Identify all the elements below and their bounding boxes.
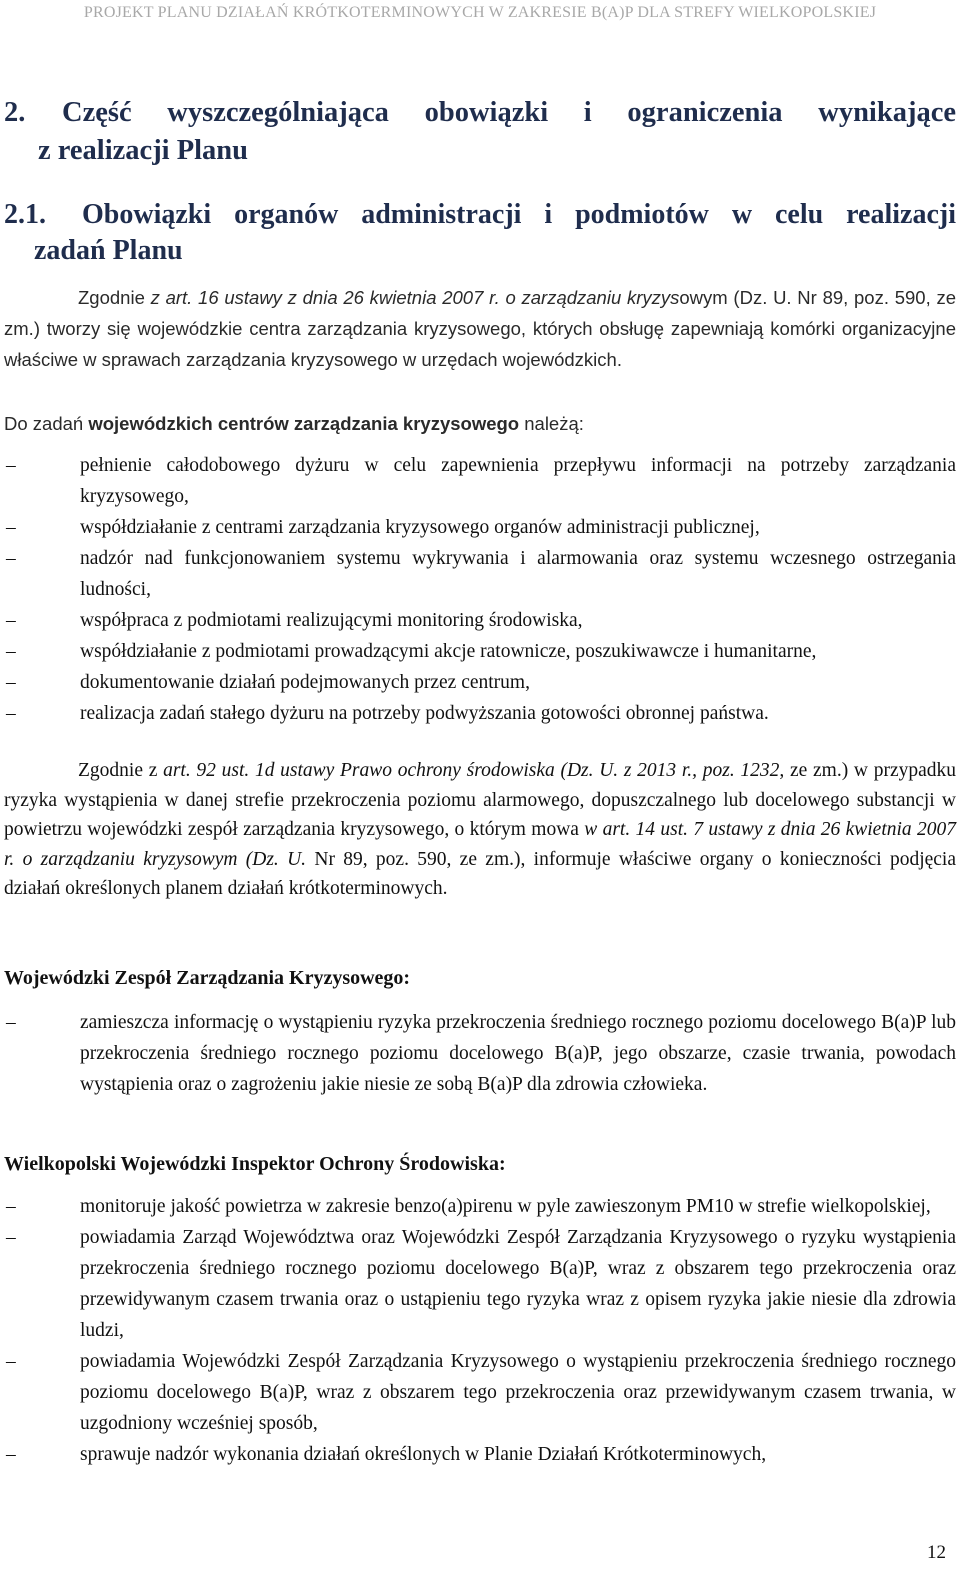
- dash-marker: –: [6, 672, 16, 693]
- tasks-lead-bold: wojewódzkich centrów zarządzania kryzysowego: [88, 413, 520, 434]
- wios-list: [4, 1191, 956, 1470]
- dash-marker: –: [6, 1012, 16, 1033]
- art92-italic-1: art. 92 ust. 1d ustawy Prawo ochrony środowiska (Dz. U. z 2013 r., poz. 1232,: [163, 760, 785, 781]
- subsection-heading: [4, 197, 956, 269]
- list-item: [4, 1222, 956, 1346]
- art92-text-3: Nr 89, poz. 590, ze zm.), informuje właściwe organy o konieczności podjęcia działań określonych planem działań krótkoterminowych.: [4, 848, 957, 899]
- tasks-lead: [4, 408, 956, 439]
- intro-italic: z art. 16 ustawy z dnia 26 kwietnia 2007 r. o zarządzaniu kryzys: [150, 287, 680, 308]
- dash-marker: –: [6, 548, 16, 569]
- intro-text-1: Zgodnie: [78, 287, 151, 308]
- list-item: [4, 543, 956, 605]
- list-item: [4, 1191, 956, 1222]
- art92-paragraph: [4, 756, 956, 904]
- section-title-line2: z realizacji Planu: [38, 135, 249, 166]
- list-item-text: realizacja zadań stałego dyżuru na potrzeby podwyższania gotowości obronnej państwa.: [80, 703, 769, 724]
- section-title-line1: Część wyszczególniająca obowiązki i ograniczenia wynikające: [62, 97, 956, 128]
- page-number: 12: [927, 1542, 946, 1563]
- list-item: [4, 605, 956, 636]
- dash-marker: –: [6, 517, 16, 538]
- dash-marker: –: [6, 1196, 16, 1217]
- wzzk-heading: Wojewódzki Zespół Zarządzania Kryzysowego:: [4, 967, 411, 989]
- list-item: [4, 1439, 956, 1470]
- list-item: [4, 1346, 956, 1439]
- list-item-text: nadzór nad funkcjonowaniem systemu wykrywania i alarmowania oraz systemu wczesnego ostrzegania ludności,: [80, 548, 956, 600]
- tasks-lead-a: Do zadań: [4, 413, 89, 434]
- subsection-title-line2: zadań Planu: [34, 235, 183, 266]
- list-item-text: współdziałanie z podmiotami prowadzącymi akcje ratownicze, poszukiwawcze i humanitarne,: [80, 641, 817, 662]
- subsection-number: 2.1.: [4, 199, 46, 230]
- art92-text-1: Zgodnie z: [78, 760, 164, 781]
- wios-heading: Wielkopolski Wojewódzki Inspektor Ochrony Środowiska:: [4, 1153, 506, 1175]
- dash-marker: –: [6, 610, 16, 631]
- intro-text-3: ) tworzy się wojewódzkie centra zarządzania kryzysowego, których obsługę zapewniają komórki organizacyjne właściwe w sprawach zarządzania kryzysowego w urzędach wojewódzkich.: [4, 318, 956, 370]
- list-item-text: sprawuje nadzór wykonania działań określonych w Planie Działań Krótkoterminowych,: [80, 1444, 767, 1465]
- list-item: [4, 450, 956, 512]
- list-item-text: zamieszcza informację o wystąpieniu ryzyka przekroczenia średniego rocznego poziomu docelowego B(a)P lub przekroczenia średniego rocznego poziomu docelowego B(a)P, jego obszarze, czasie trwania, powodach wystąpienia oraz o zagrożeniu jakie niesie ze sobą B(a)P dla zdrowia człowieka.: [80, 1012, 956, 1095]
- list-item-text: współdziałanie z centrami zarządzania kryzysowego organów administracji publicznej,: [80, 517, 760, 538]
- subsection-title-line1: Obowiązki organów administracji i podmiotów w celu realizacji: [82, 199, 956, 230]
- intro-text-2: owym (Dz. U. Nr 89, poz. 590, ze zm.: [4, 287, 956, 339]
- list-item-text: dokumentowanie działań podejmowanych przez centrum,: [80, 672, 530, 693]
- list-item-text: monitoruje jakość powietrza w zakresie benzo(a)pirenu w pyle zawieszonym PM10 w strefie wielkopolskiej,: [80, 1196, 931, 1217]
- dash-marker: –: [6, 1227, 16, 1248]
- list-item-text: powiadamia Wojewódzki Zespół Zarządzania Kryzysowego o wystąpieniu przekroczenia średniego rocznego poziomu docelowego B(a)P, wraz z obszarem tego przekroczenia oraz przewidywanym czasem trwania, w uzgodniony wcześniej sposób,: [80, 1351, 956, 1434]
- dash-marker: –: [6, 1444, 16, 1465]
- list-item: [4, 636, 956, 667]
- dash-marker: –: [6, 703, 16, 724]
- art92-italic-2: w art. 14 ust. 7 ustawy z dnia 26 kwietnia 2007 r. o zarządzaniu kryzysowym (Dz. U.: [4, 819, 956, 870]
- running-header: PROJEKT PLANU DZIAŁAŃ KRÓTKOTERMINOWYCH W ZAKRESIE B(A)P DLA STREFY WIELKOPOLSKIEJ: [83, 4, 877, 21]
- section-heading: [4, 94, 956, 170]
- list-item-text: powiadamia Zarząd Województwa oraz Wojewódzki Zespół Zarządzania Kryzysowego o ryzyku wystąpienia przekroczenia średniego rocznego poziomu docelowego B(a)P, wraz z obszarem tego przekroczenia oraz przewidywanym czasem trwania oraz o ustąpieniu tego ryzyka wraz z opisem ryzyka jakie niesie dla zdrowia ludzi,: [80, 1227, 956, 1341]
- dash-marker: –: [6, 455, 16, 476]
- list-item: [4, 698, 956, 729]
- section-number: 2.: [4, 97, 26, 128]
- dash-marker: –: [6, 641, 16, 662]
- dash-marker: –: [6, 1351, 16, 1372]
- list-item-text: pełnienie całodobowego dyżuru w celu zapewnienia przepływu informacji na potrzeby zarządzania kryzysowego,: [80, 455, 956, 507]
- list-item-text: współpraca z podmiotami realizującymi monitoring środowiska,: [80, 610, 583, 631]
- tasks-lead-c: należą:: [519, 413, 584, 434]
- wzzk-list: [4, 1007, 956, 1100]
- list-item: [4, 667, 956, 698]
- intro-paragraph: [4, 282, 956, 375]
- tasks-list: [4, 450, 956, 729]
- list-item: [4, 1007, 956, 1100]
- list-item: [4, 512, 956, 543]
- art92-text-2: ze zm.) w przypadku ryzyka wystąpienia w danej strefie przekroczenia poziomu alarmowego, dopuszczalnego lub docelowego substancji w powietrzu wojewódzki zespół zarządzania kryzysowego, o którym mowa: [4, 760, 957, 840]
